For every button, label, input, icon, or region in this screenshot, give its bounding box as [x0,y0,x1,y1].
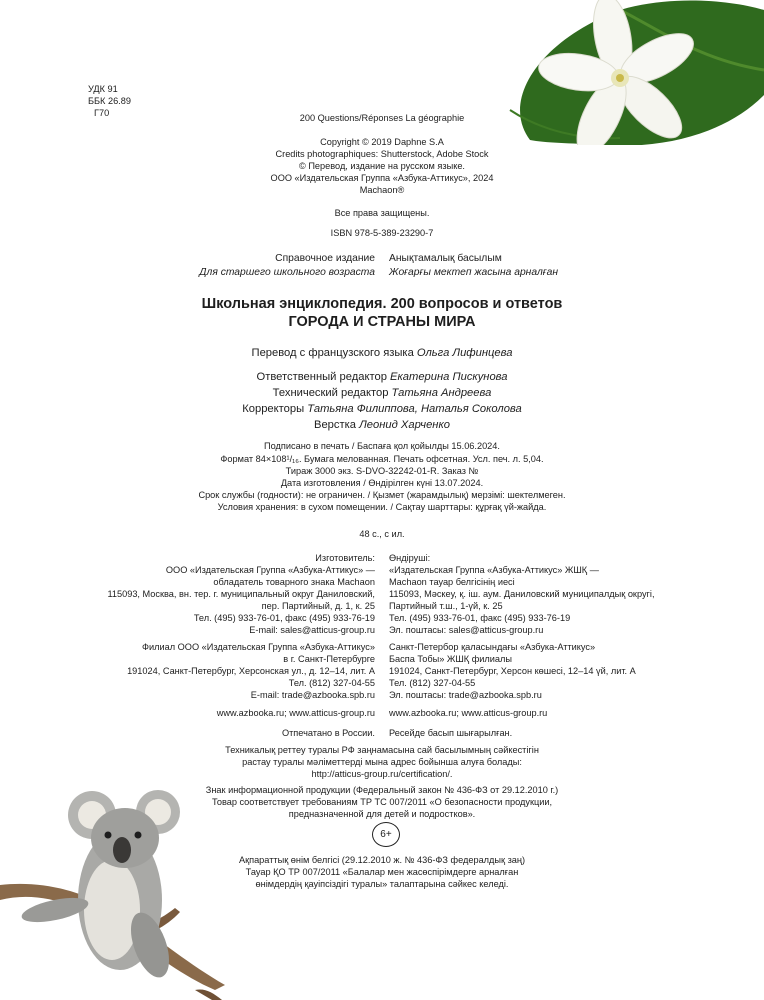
branch-ru-line: E-mail: trade@azbooka.spb.ru [250,690,375,700]
print-line: Подписано в печать / Баспаға қол қойылды 15.06.2024. [264,441,500,451]
manufacturer-kz-line: Өндіруші: [389,553,431,563]
staff-line [0,386,764,402]
kz-mark-line: Тауар ҚО ТР 007/2011 «Балалар мен жасөспірімдерге арналған [245,867,519,877]
isbn: ISBN 978-5-389-23290-7 [330,228,434,238]
staff-name: Татьяна Андреева [391,387,492,399]
staff-name: Леонид Харченко [359,419,450,431]
print-line: Формат 84×108¹/₁₆. Бумага мелованная. Печать офсетная. Усл. печ. л. 5,04. [220,454,544,464]
kz-mark-line: Ақпараттық өнім белгісі (29.12.2010 ж. № 436-ФЗ федералдық заң) [238,855,526,865]
staff-line [0,370,764,386]
manufacturer-kz-line: 115093, Мәскеу, қ. іш. аум. Даниловский муниципалдық округі, [389,589,655,599]
manufacturer-kz-line: Machaon тауар белгісінің иесі [389,577,515,587]
udk-code: УДК 91 [88,84,118,94]
edition-type-kz: Анықтамалық басылым [389,253,502,264]
info-mark-line: Знак информационной продукции (Федеральный закон № 436-ФЗ от 29.12.2010 г.) [205,785,559,795]
branch-kz-line: Тел. (812) 327-04-55 [389,678,476,688]
manufacturer-ru-line: E-mail: sales@atticus-group.ru [249,625,375,635]
bbk-code: ББК 26.89 [88,96,131,106]
edition-age-ru-text: Для старшего школьного возраста [199,267,375,278]
copyright-line: Credits photographiques: Shutterstock, Adobe Stock [275,149,489,159]
branch-ru-line: 191024, Санкт-Петербург, Херсонская ул., д. 12–14, лит. А [127,666,375,676]
page-count: 48 с., с ил. [359,529,405,539]
branch-ru-line: Тел. (812) 327-04-55 [288,678,375,688]
age-rating-badge: 6+ [372,822,400,847]
manufacturer-ru-line: обладатель товарного знака Machaon [213,577,375,587]
website-kz: www.azbooka.ru; www.atticus-group.ru [389,708,548,718]
edition-age-kz-text: Жоғарғы мектеп жасына арналған [389,267,559,278]
info-mark-line: предназначенной для детей и подростков». [288,809,476,819]
branch-kz-line: Баспа Тобы» ЖШҚ филиалы [389,654,512,664]
certification-line: Техникалық реттеу туралы РФ заңнамасына сай басылымның сәйкестігін [225,745,539,755]
manufacturer-kz-line: «Издательская Группа «Азбука-Аттикус» ЖШҚ — [389,565,599,575]
main-title: ГОРОДА И СТРАНЫ МИРА [288,314,476,330]
series-title: Школьная энциклопедия. 200 вопросов и ответов [201,296,563,312]
manufacturer-ru-line: ООО «Издательская Группа «Азбука-Аттикус» — [165,565,375,575]
staff-name: Татьяна Филиппова, Наталья Соколова [307,403,522,415]
website-ru: www.azbooka.ru; www.atticus-group.ru [216,708,375,718]
staff-role: Верстка [314,419,356,431]
staff-name: Екатерина Пискунова [390,371,508,383]
translator-name: Ольга Лифинцева [416,347,513,359]
print-line: Срок службы (годности): не ограничен. / Қызмет (жарамдылық) мерзімі: шектелмеген. [198,490,566,500]
rights-reserved: Все права защищены. [334,208,430,218]
manufacturer-ru-line: 115093, Москва, вн. тер. г. муниципальный округ Даниловский, [107,589,375,599]
manufacturer-kz-line: Эл. поштасы: sales@atticus-group.ru [389,625,544,635]
edition-age-kz [389,267,558,278]
copyright-line: ООО «Издательская Группа «Азбука-Аттикус», 2024 [270,173,494,183]
manufacturer-ru-line: пер. Партийный, д. 1, к. 25 [261,601,375,611]
manufacturer-kz-line: Тел. (495) 933-76-01, факс (495) 933-76-19 [389,613,571,623]
manufacturer-kz-line: Партийный т.ш., 1-үй, к. 25 [389,601,503,611]
copyright-line: © Перевод, издание на русском языке. [299,161,465,171]
staff-line [0,418,764,434]
translator-label: Перевод с французского языка [251,347,414,359]
g-code: Г70 [94,108,110,118]
print-line: Условия хранения: в сухом помещении. / Сақтау шарттары: құрғақ үй-жайда. [217,502,547,512]
copyright-line: Copyright © 2019 Daphne S.A [320,137,444,147]
copyright-line: Machaon® [359,185,405,195]
translator [0,346,764,362]
printed-in-kz: Ресейде басып шығарылған. [389,728,513,738]
staff-line [0,402,764,418]
staff-role: Технический редактор [272,387,389,399]
certification-line: http://atticus-group.ru/certification/. [311,769,453,779]
printed-in-ru: Отпечатано в России. [281,728,375,738]
branch-ru-line: в г. Санкт-Петербурге [283,654,375,664]
branch-kz-line: Эл. поштасы: trade@azbooka.spb.ru [389,690,542,700]
certification-line: растау туралы мәліметтерді мына адрес бойынша алуға болады: [242,757,522,767]
manufacturer-ru-line: Тел. (495) 933-76-01, факс (495) 933-76-19 [193,613,375,623]
branch-kz-line: 191024, Санкт-Петербург, Херсон көшесі, 12–14 үй, лит. А [389,666,636,676]
edition-type-ru: Справочное издание [275,253,375,264]
original-title: 200 Questions/Réponses La géographie [299,113,465,123]
print-line: Тираж 3000 экз. S-DVO-32242-01-R. Заказ № [285,466,479,476]
info-mark-line: Товар соответствует требованиям ТР ТС 007/2011 «О безопасности продукции, [211,797,553,807]
kz-mark-line: өнімдердің қауіпсіздігі туралы» талаптарына сәйкес келеді. [255,879,509,889]
branch-ru-line: Филиал ООО «Издательская Группа «Азбука-Аттикус» [142,642,375,652]
branch-kz-line: Санкт-Петербор қаласындағы «Азбука-Аттикус» [389,642,596,652]
koala-illustration [0,780,240,1000]
staff-role: Ответственный редактор [256,371,387,383]
print-line: Дата изготовления / Өндірілген күні 13.07.2024. [280,478,484,488]
edition-age-ru [199,267,375,278]
manufacturer-ru-line: Изготовитель: [315,553,375,563]
staff-role: Корректоры [242,403,305,415]
